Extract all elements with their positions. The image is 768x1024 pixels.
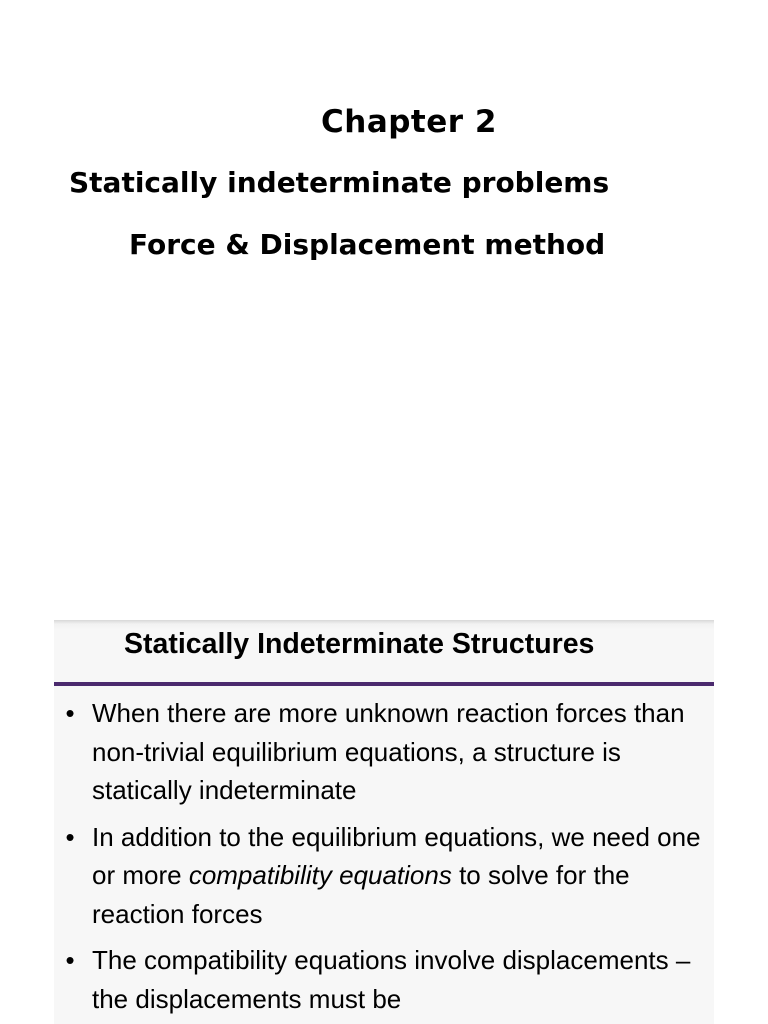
bullet-text-start: In addition to the equilibrium equations, we need one or more [92,821,701,890]
bullet-text: When there are more unknown reaction forces than non-trivial equilibrium equations, a structure is statically indeterminate [92,698,685,805]
chapter-heading: Chapter 2 [321,104,497,140]
slide-title-divider [54,682,714,686]
chapter-subtitle-line2: Force & Displacement method [129,228,606,261]
bullet-emphasis: compatibility equations [188,860,452,890]
bullet-dot-icon: • [65,698,75,728]
bullet-dot-icon: • [65,945,75,975]
slide-image [54,620,714,1024]
bullet-text-end: to solve for the reaction forces [92,860,630,929]
chapter-subtitle-line1: Statically indeterminate problems [69,166,610,199]
bullet-item [54,818,714,934]
slide-header [54,620,714,682]
bullet-dot-icon: • [65,821,75,852]
slide-title: Statically Indeterminate Structures [124,628,595,660]
bullet-item [54,941,714,1018]
bullet-text: The compatibility equations involve displacements – the displacements must be [92,945,691,1014]
bullet-list [54,694,714,1024]
bullet-item [54,694,714,810]
